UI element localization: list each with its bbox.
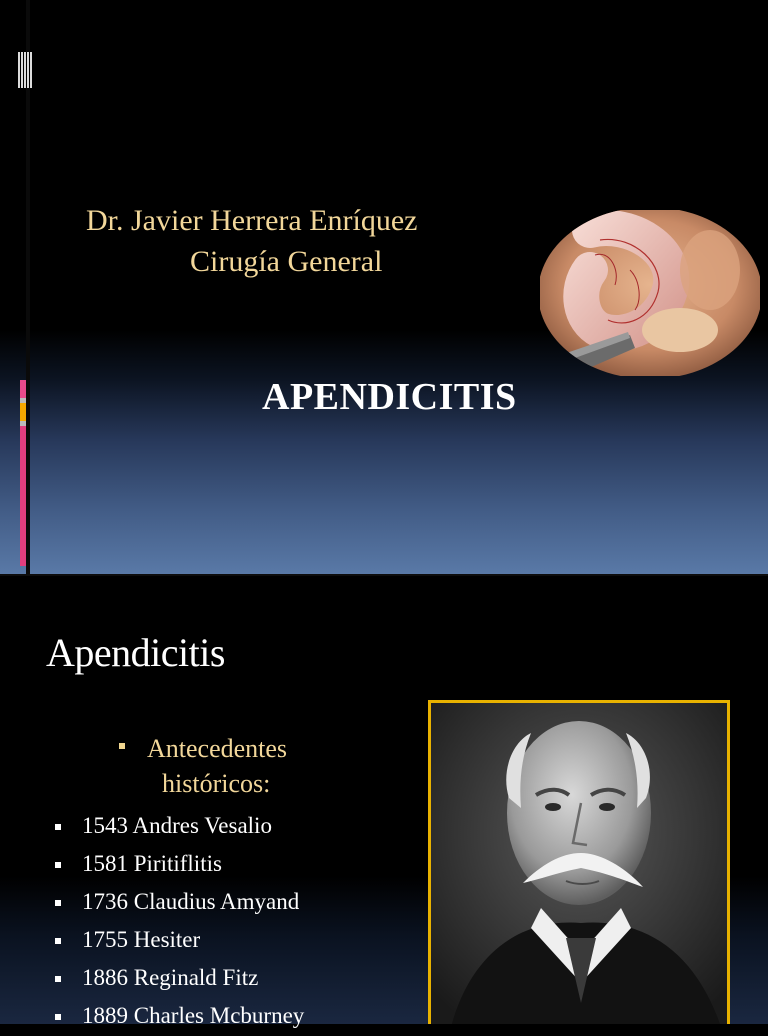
subheading-line-1: Antecedentes xyxy=(147,734,288,763)
list-item-text: 1889 Charles Mcburney xyxy=(82,1003,305,1028)
author-specialty: Cirugía General xyxy=(190,245,383,278)
list-item xyxy=(0,848,360,884)
list-item xyxy=(0,1000,360,1036)
presentation-title: APENDICITIS xyxy=(262,376,517,418)
subheading-line-2: históricos: xyxy=(162,769,271,798)
subheading-bullet xyxy=(119,743,125,749)
accent-segment-pink-long xyxy=(20,426,26,566)
bullet-icon xyxy=(55,862,61,868)
list-item xyxy=(0,810,360,846)
barcode-accent xyxy=(18,52,32,88)
list-item xyxy=(0,962,360,998)
author-name: Dr. Javier Herrera Enríquez xyxy=(86,204,418,237)
list-item-text: 1736 Claudius Amyand xyxy=(82,889,300,914)
appendix-photo xyxy=(540,210,760,376)
list-item-text: 1886 Reginald Fitz xyxy=(82,965,259,990)
list-item-text: 1755 Hesiter xyxy=(82,927,201,952)
list-item-text: 1543 Andres Vesalio xyxy=(82,813,272,838)
accent-segment-pink xyxy=(20,380,26,398)
bullet-icon xyxy=(55,824,61,830)
bullet-icon xyxy=(55,900,61,906)
bullet-icon xyxy=(55,1014,61,1020)
list-item xyxy=(0,924,360,960)
bullet-icon xyxy=(55,976,61,982)
portrait-photo xyxy=(431,703,727,1024)
slide-heading: Apendicitis xyxy=(46,630,225,675)
accent-segment-yellow xyxy=(20,403,26,421)
bullet-icon xyxy=(55,938,61,944)
portrait-frame xyxy=(428,700,730,1024)
list-item xyxy=(0,886,360,922)
list-item-text: 1581 Piritiflitis xyxy=(82,851,222,876)
